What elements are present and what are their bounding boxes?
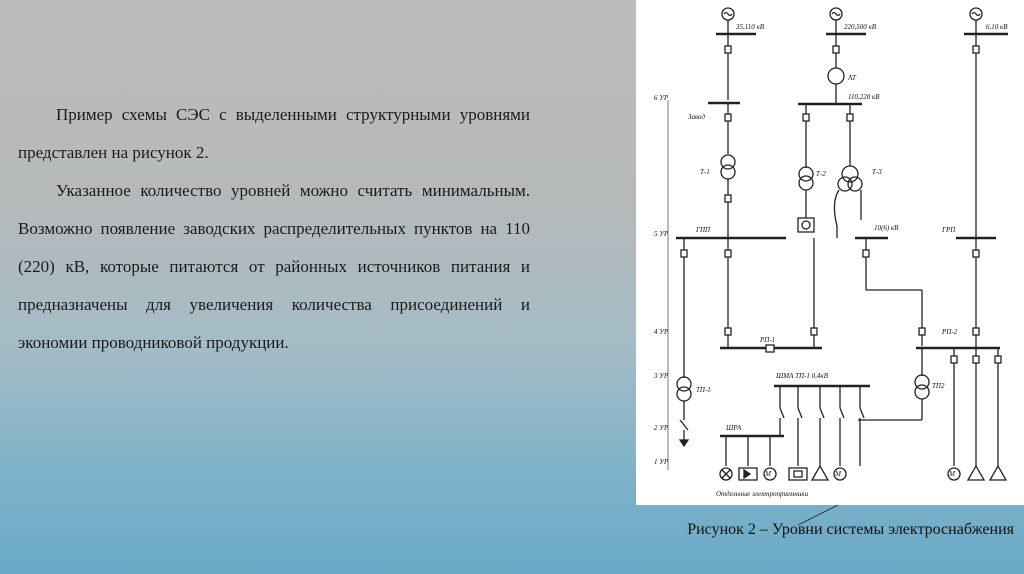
motor-label-3: М [949,470,955,478]
bus-label-220-500: 220,500 кВ [844,23,877,31]
tp1-label: ТП-1 [696,386,711,394]
rp1-label: РП-1 [760,336,776,344]
t2-label: Т-2 [816,170,826,178]
grp-label: ГРП [942,226,956,234]
rp2-label: РП-2 [942,328,958,336]
bus-label-10-6: 10(6) кВ [874,224,899,232]
level-2-label: 2 УР [654,424,669,432]
level-6-label: 6 УР [654,94,669,102]
slide-text [18,96,530,362]
consumer-receiver-2-icon [968,466,984,480]
shma-label: ШМА ТП-1 0,4кВ [776,372,828,380]
consumer-receiver-3-icon [990,466,1006,480]
paragraph-details: Указанное количество уровней можно считать минимальным. Возможно появление заводских распределительных пунктов на 110 (220) кВ, которые питаются от районных источников питания и предназначены для увеличения количества присоединений и экономии проводниковой продукции. [18,181,530,352]
bus-label-6-10: 6,10 кВ [986,23,1008,31]
level-3-label: 3 УР [654,372,669,380]
plant-label: Завод [688,113,705,121]
figure-caption: Рисунок 2 – Уровни системы электроснабжения [687,521,1014,538]
gpp-label: ГПП [696,226,711,234]
level-5-label: 5 УР [654,230,669,238]
autotransformer-label: АТ [848,74,856,82]
tp2-label: ТП2 [932,382,945,390]
bus-label-35-110: 35,110 кВ [736,23,765,31]
t1-label: Т-1 [700,168,710,176]
level-1-label: 1 УР [654,458,669,466]
paragraph-intro: Пример схемы СЭС с выделенными структурными уровнями представлен на рисунок 2. [18,105,530,162]
t3-label: Т-3 [872,168,882,176]
receivers-label: Отдельные электроприемники [716,490,809,498]
power-supply-diagram [636,0,1024,505]
consumer-receiver-icon [812,466,828,480]
autotransformer-icon [828,68,844,84]
motor-label-2: М [835,470,841,478]
shra-label: ШРА [726,424,742,432]
bus-label-110-220: 110,220 кВ [848,93,880,101]
level-4-label: 4 УР [654,328,669,336]
motor-label-1: М [765,470,771,478]
